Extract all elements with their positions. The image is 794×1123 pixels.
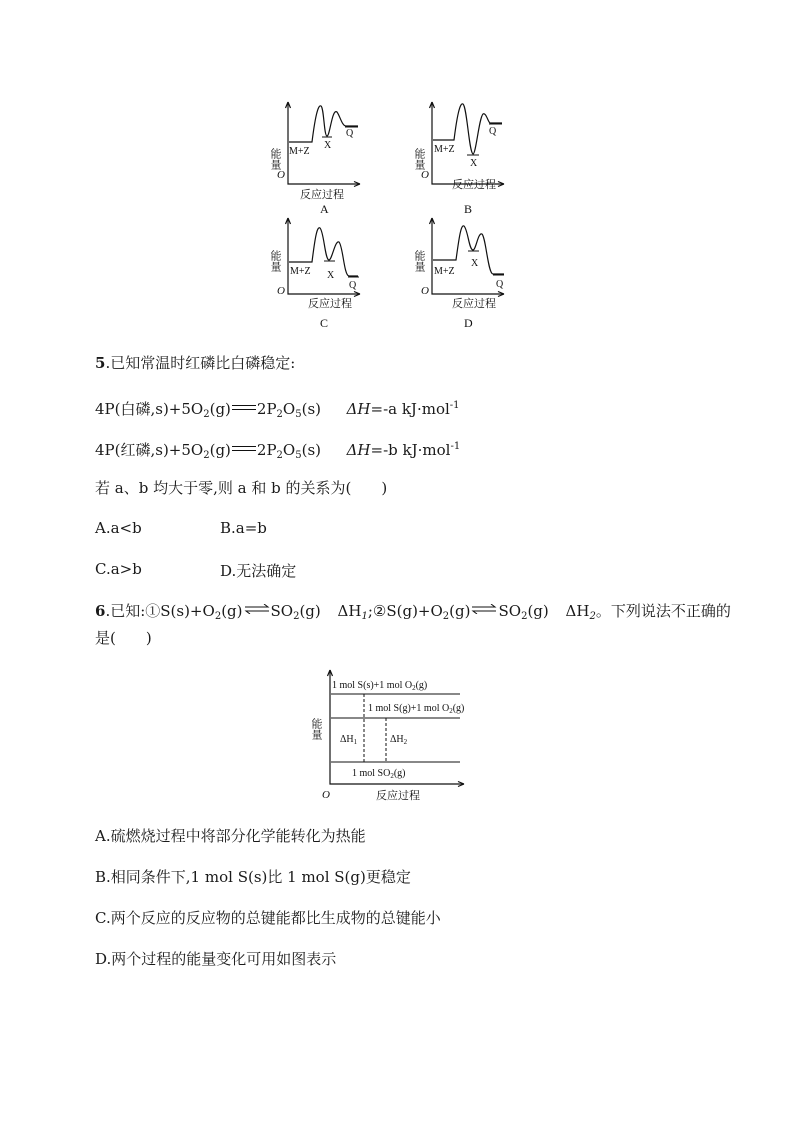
origin-label: O [421,285,429,297]
level-mid-label: 1 mol S(g)+1 mol $O_2(g)$ [368,703,465,715]
q6-option-a[interactable]: A.硫燃烧过程中将部分化学能转化为热能 [95,827,366,845]
subscript: 2 [276,409,283,420]
superscript: -1 [449,400,460,411]
x-axis-label: 反应过程 [308,298,352,310]
reactant-label: M+Z [290,266,311,277]
subscript: 2 [521,611,528,622]
product-label: Q [489,126,497,137]
subscript: 2 [442,611,450,622]
q5-option-d[interactable]: D.无法确定 [220,562,297,580]
q6-stem-text: (g) [527,602,549,620]
q6-stem-text: SO [270,602,294,620]
q5-number: 5 [95,354,106,372]
sulfur-energy-level-diagram [312,666,472,804]
q6-option-d[interactable]: D.两个过程的能量变化可用如图表示 [95,950,337,968]
q6-option-b[interactable]: B.相同条件下,1 mol S(s)比 1 mol S(g)更稳定 [95,868,411,886]
option-letter: C [320,316,329,330]
subscript: 2 [203,450,210,461]
eq-lhs: 4P(白磷,s)+5O [95,400,204,418]
product-label: Q [496,279,504,290]
equals-sign-icon [232,404,256,412]
delta-h-value: =-b kJ·mol [370,441,451,459]
option-letter: A [320,202,329,216]
delta-h-value: =-a kJ·mol [370,400,450,418]
reactant-label: M+Z [434,144,455,155]
subscript: 2 [589,611,596,622]
subscript: 2 [276,450,283,461]
equals-sign-icon [232,445,256,453]
q6-stem-text: SO [498,602,522,620]
intermediate-label: X [471,258,479,269]
intermediate-label: X [324,140,332,151]
energy-diagram-b [413,98,516,216]
eq-rhs-state: (s) [301,441,322,459]
eq-rhs: O [282,441,296,459]
x-axis-label: 反应过程 [452,298,496,310]
product-label: Q [349,280,357,291]
eq-rhs: O [282,400,296,418]
y-axis-label: 能量 [269,148,281,170]
q6-stem-text: 。下列说法不正确的 [595,602,731,620]
subscript: 5 [295,409,302,420]
eq-rhs-state: (s) [301,400,322,418]
q5-option-c[interactable]: C.a>b [95,560,142,578]
intermediate-label: X [327,270,335,281]
q6-option-c[interactable]: C.两个反应的反应物的总键能都比生成物的总键能小 [95,909,441,927]
eq-rhs: 2P [256,441,277,459]
delta-h2-label: ΔH [565,602,590,620]
x-axis-label: 反应过程 [452,179,496,191]
energy-diagram-a [269,98,372,216]
product-label: Q [346,128,354,139]
origin-label: O [277,285,285,297]
x-axis-label: 反应过程 [300,189,344,201]
subscript: 2 [203,409,210,420]
level-top-label: 1 mol S(s)+1 mol $O_2(g)$ [332,680,428,692]
subscript: 2 [214,611,222,622]
delta-h1-label: ΔH [337,602,362,620]
subscript: 5 [295,450,302,461]
intermediate-label: X [470,158,478,169]
superscript: -1 [450,441,461,452]
subscript: 1 [361,611,368,622]
y-axis-label: 能量 [269,250,281,272]
q6-stem-text: .已知:①S(s)+O [105,602,215,620]
y-axis-label: 能量 [310,718,322,740]
q5-equation-2 [95,437,460,466]
q5-option-a[interactable]: A.a<b [95,519,142,537]
delta-h-label: ΔH [346,441,371,459]
y-axis-label: 能量 [413,148,425,170]
delta-h1-label: $\Delta H_1$ [340,734,358,746]
q6-stem-text: (g) [449,602,471,620]
x-axis-label: 反应过程 [376,790,420,802]
q5-stem [95,353,295,373]
level-bottom-label: 1 mol $SO_2(g)$ [352,768,406,780]
option-letter: D [464,316,473,330]
q5-stem-text: .已知常温时红磷比白磷稳定: [105,354,296,372]
q6-number: 6 [95,602,106,620]
q6-stem-text: (g) [299,602,321,620]
subscript: 2 [293,611,300,622]
q5-question: 若 a、b 均大于零,则 a 和 b 的关系为( ) [95,479,388,497]
q6-stem-text: (g) [221,602,243,620]
option-letter: B [464,202,473,216]
energy-diagram-c [269,214,372,330]
reactant-label: M+Z [289,146,310,157]
origin-label: O [421,169,429,181]
q6-stem-line2: 是( ) [95,629,152,647]
q5-equation-1 [95,396,460,425]
origin-label: O [277,169,285,181]
eq-lhs-state: (g) [209,441,231,459]
eq-rhs: 2P [256,400,277,418]
reversible-arrow-icon [471,604,497,614]
q6-stem-text: ;②S(g)+O [367,602,443,620]
q5-option-b[interactable]: B.a=b [220,519,267,537]
y-axis-label: 能量 [413,250,425,272]
reactant-label: M+Z [434,266,455,277]
eq-lhs-state: (g) [209,400,231,418]
energy-diagram-d [413,214,516,330]
origin-label: O [322,789,330,801]
delta-h-label: ΔH [346,400,371,418]
q6-stem [95,601,731,627]
reversible-arrow-icon [244,604,270,614]
delta-h2-label: $\Delta H_2$ [390,734,408,746]
eq-lhs: 4P(红磷,s)+5O [95,441,204,459]
